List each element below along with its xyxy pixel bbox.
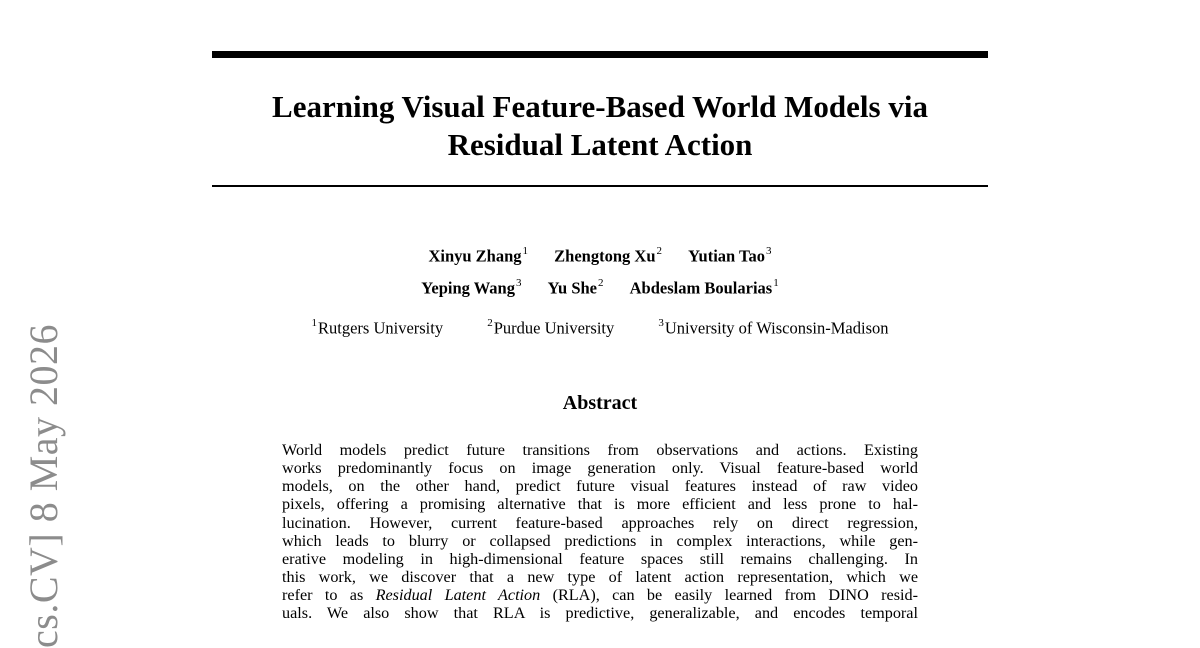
affiliation-number: 2 bbox=[487, 317, 493, 329]
abstract-line: uals. We also show that RLA is predictive, generalizable, and encodes temporal bbox=[282, 604, 918, 623]
abstract-text: (RLA), can be easily learned from DINO resid- bbox=[540, 586, 918, 605]
affiliation bbox=[487, 314, 614, 339]
author-row bbox=[212, 242, 988, 267]
paper-title bbox=[212, 88, 988, 164]
author-affiliation-mark: 2 bbox=[598, 277, 604, 289]
author-name: Zhengtong Xu bbox=[554, 246, 656, 266]
affiliations bbox=[212, 314, 988, 339]
affiliation-name: Purdue University bbox=[493, 318, 615, 338]
author-affiliation-mark: 1 bbox=[773, 277, 779, 289]
abstract-line: which leads to blurry or collapsed predictions in complex interactions, while gen- bbox=[282, 531, 918, 550]
title-line: Learning Visual Feature-Based World Models via bbox=[272, 89, 928, 124]
author-row bbox=[212, 274, 988, 299]
title-line: Residual Latent Action bbox=[447, 127, 753, 162]
affiliation-number: 1 bbox=[311, 317, 317, 329]
abstract-line bbox=[282, 586, 918, 604]
author-name: Yu She bbox=[547, 278, 598, 298]
author-name: Yeping Wang bbox=[421, 278, 515, 298]
author bbox=[554, 242, 662, 267]
title-top-rule bbox=[212, 51, 988, 58]
title-bottom-rule bbox=[212, 185, 988, 187]
abstract-line: pixels, offering a promising alternative that is more efficient and less prone to hal- bbox=[282, 495, 918, 514]
affiliation bbox=[311, 314, 443, 339]
rla-term: Residual Latent Action bbox=[375, 586, 541, 605]
abstract-line: World models predict future transitions from observations and actions. Existing bbox=[282, 441, 918, 459]
author-affiliation-mark: 3 bbox=[516, 277, 522, 289]
author-name: Abdeslam Boularias bbox=[629, 278, 773, 298]
abstract-body bbox=[282, 441, 918, 622]
abstract-line: erative modeling in high-dimensional feature spaces still remains challenging. In bbox=[282, 549, 918, 568]
abstract-heading: Abstract bbox=[562, 392, 638, 414]
arxiv-side-stamp: cs.CV] 8 May 2026 bbox=[21, 323, 66, 648]
author-affiliation-mark: 1 bbox=[522, 245, 529, 257]
abstract-line: works predominantly focus on image generation only. Visual feature-based world bbox=[282, 459, 918, 478]
affiliation-name: Rutgers University bbox=[317, 318, 444, 338]
abstract-text: refer to as bbox=[282, 586, 376, 605]
abstract-line: this work, we discover that a new type of latent action representation, which we bbox=[282, 567, 918, 586]
affiliation bbox=[658, 314, 888, 339]
author-name: Yutian Tao bbox=[688, 246, 766, 266]
author bbox=[428, 242, 528, 267]
author-affiliation-mark: 2 bbox=[656, 245, 662, 257]
abstract-line: lucination. However, current feature-based approaches rely on direct regression, bbox=[282, 513, 918, 532]
author bbox=[548, 274, 604, 299]
affiliation-name: University of Wisconsin-Madison bbox=[664, 318, 889, 338]
author-affiliation-mark: 3 bbox=[766, 245, 772, 257]
affiliation-number: 3 bbox=[658, 317, 664, 329]
author bbox=[630, 274, 779, 299]
author bbox=[688, 242, 771, 267]
author bbox=[421, 274, 521, 299]
author-name: Xinyu Zhang bbox=[428, 246, 522, 266]
abstract-line: models, on the other hand, predict future visual features instead of raw video bbox=[282, 477, 918, 496]
